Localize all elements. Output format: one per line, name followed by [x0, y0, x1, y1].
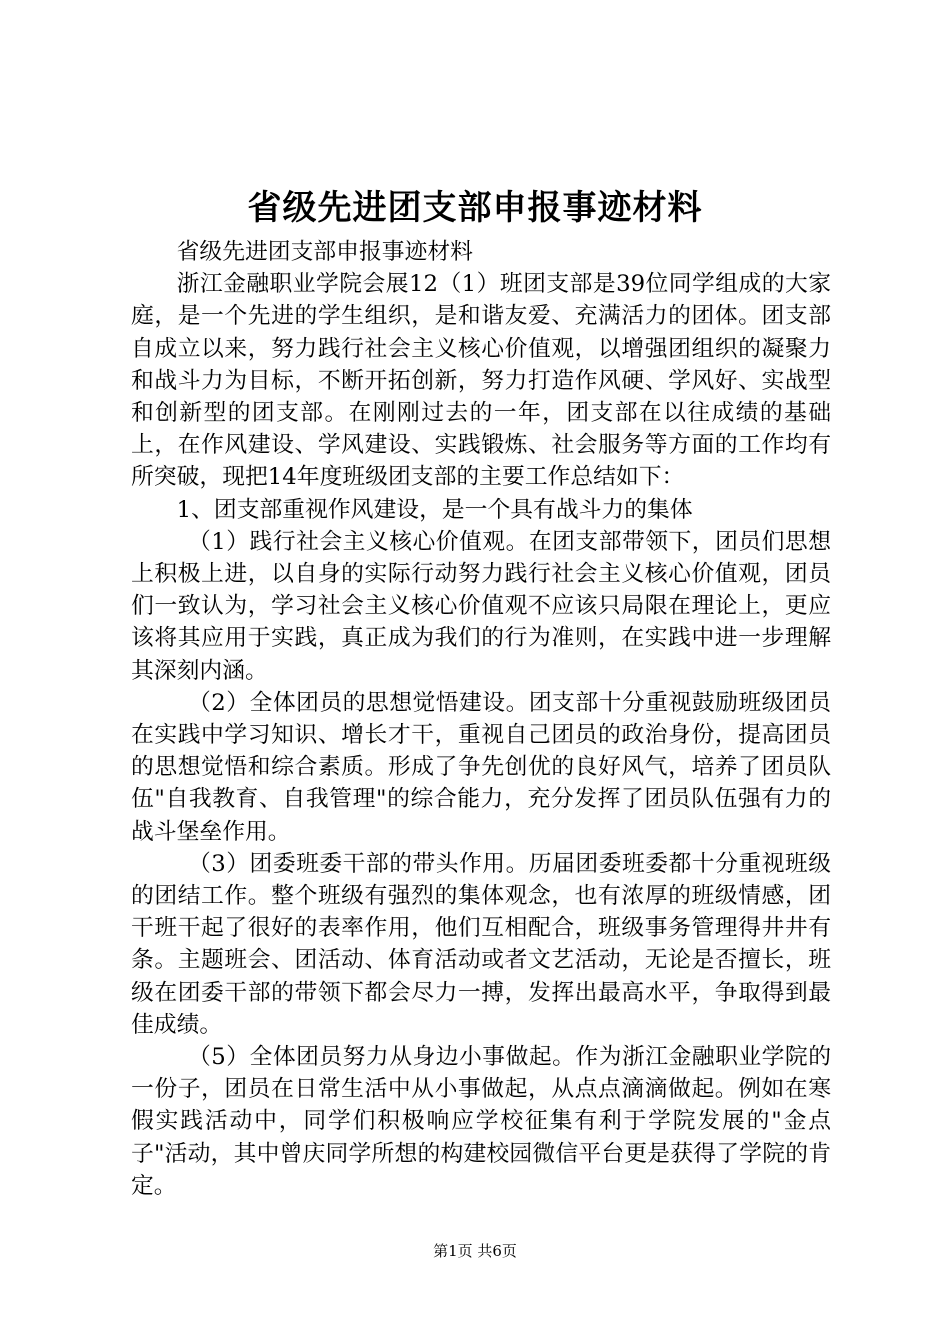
paragraph-intro: 浙江金融职业学院会展12（1）班团支部是39位同学组成的大家庭，是一个先进的学生组织，是和谐友爱、充满活力的团体。团支部自成立以来，努力践行社会主义核心价值观，以增强团组织的凝聚力和战斗力为目标，不断开拓创新，努力打造作风硬、学风好、实战型和创新型的团支部。在刚刚过去的一年，团支部在以往成绩的基础上，在作风建设、学风建设、实践锻炼、社会服务等方面的工作均有所突破，现把14年度班级团支部的主要工作总结如下： [131, 271, 831, 491]
paragraph-item-5: （5）全体团员努力从身边小事做起。作为浙江金融职业学院的一份子，团员在日常生活中从小事做起，从点点滴滴做起。例如在寒假实践活动中，同学们积极响应学校征集有利于学院发展的"金点子"活动，其中曾庆同学所想的构建校园微信平台更是获得了学院的肯定。 [131, 1044, 831, 1199]
document-body [131, 236, 831, 1202]
paragraph-item-3: （3）团委班委干部的带头作用。历届团委班委都十分重视班级的团结工作。整个班级有强烈的集体观念，也有浓厚的班级情感，团干班干起了很好的表率作用，他们互相配合，班级事务管理得井井有条。主题班会、团活动、体育活动或者文艺活动，无论是否擅长，班级在团委干部的带领下都会尽力一搏，发挥出最高水平，争取得到最佳成绩。 [131, 850, 831, 1038]
paragraph-item-2: （2）全体团员的思想觉悟建设。团支部十分重视鼓励班级团员在实践中学习知识、增长才干，重视自己团员的政治身份，提高团员的思想觉悟和综合素质。形成了争先创优的良好风气，培养了团员队伍"自我教育、自我管理"的综合能力，充分发挥了团员队伍强有力的战斗堡垒作用。 [131, 689, 831, 845]
page-number-footer: 第1页 共6页 [433, 1242, 517, 1260]
paragraph-section-heading: 1、团支部重视作风建设，是一个具有战斗力的集体 [176, 496, 693, 523]
paragraph-item-1: （1）践行社会主义核心价值观。在团支部带领下，团员们思想上积极上进，以自身的实际行动努力践行社会主义核心价值观，团员们一致认为，学习社会主义核心价值观不应该只局限在理论上，更应该将其应用于实践，真正成为我们的行为准则，在实践中进一步理解其深刻内涵。 [131, 528, 831, 684]
paragraph-subtitle: 省级先进团支部申报事迹材料 [176, 239, 473, 265]
document-title: 省级先进团支部申报事迹材料 [247, 188, 703, 228]
